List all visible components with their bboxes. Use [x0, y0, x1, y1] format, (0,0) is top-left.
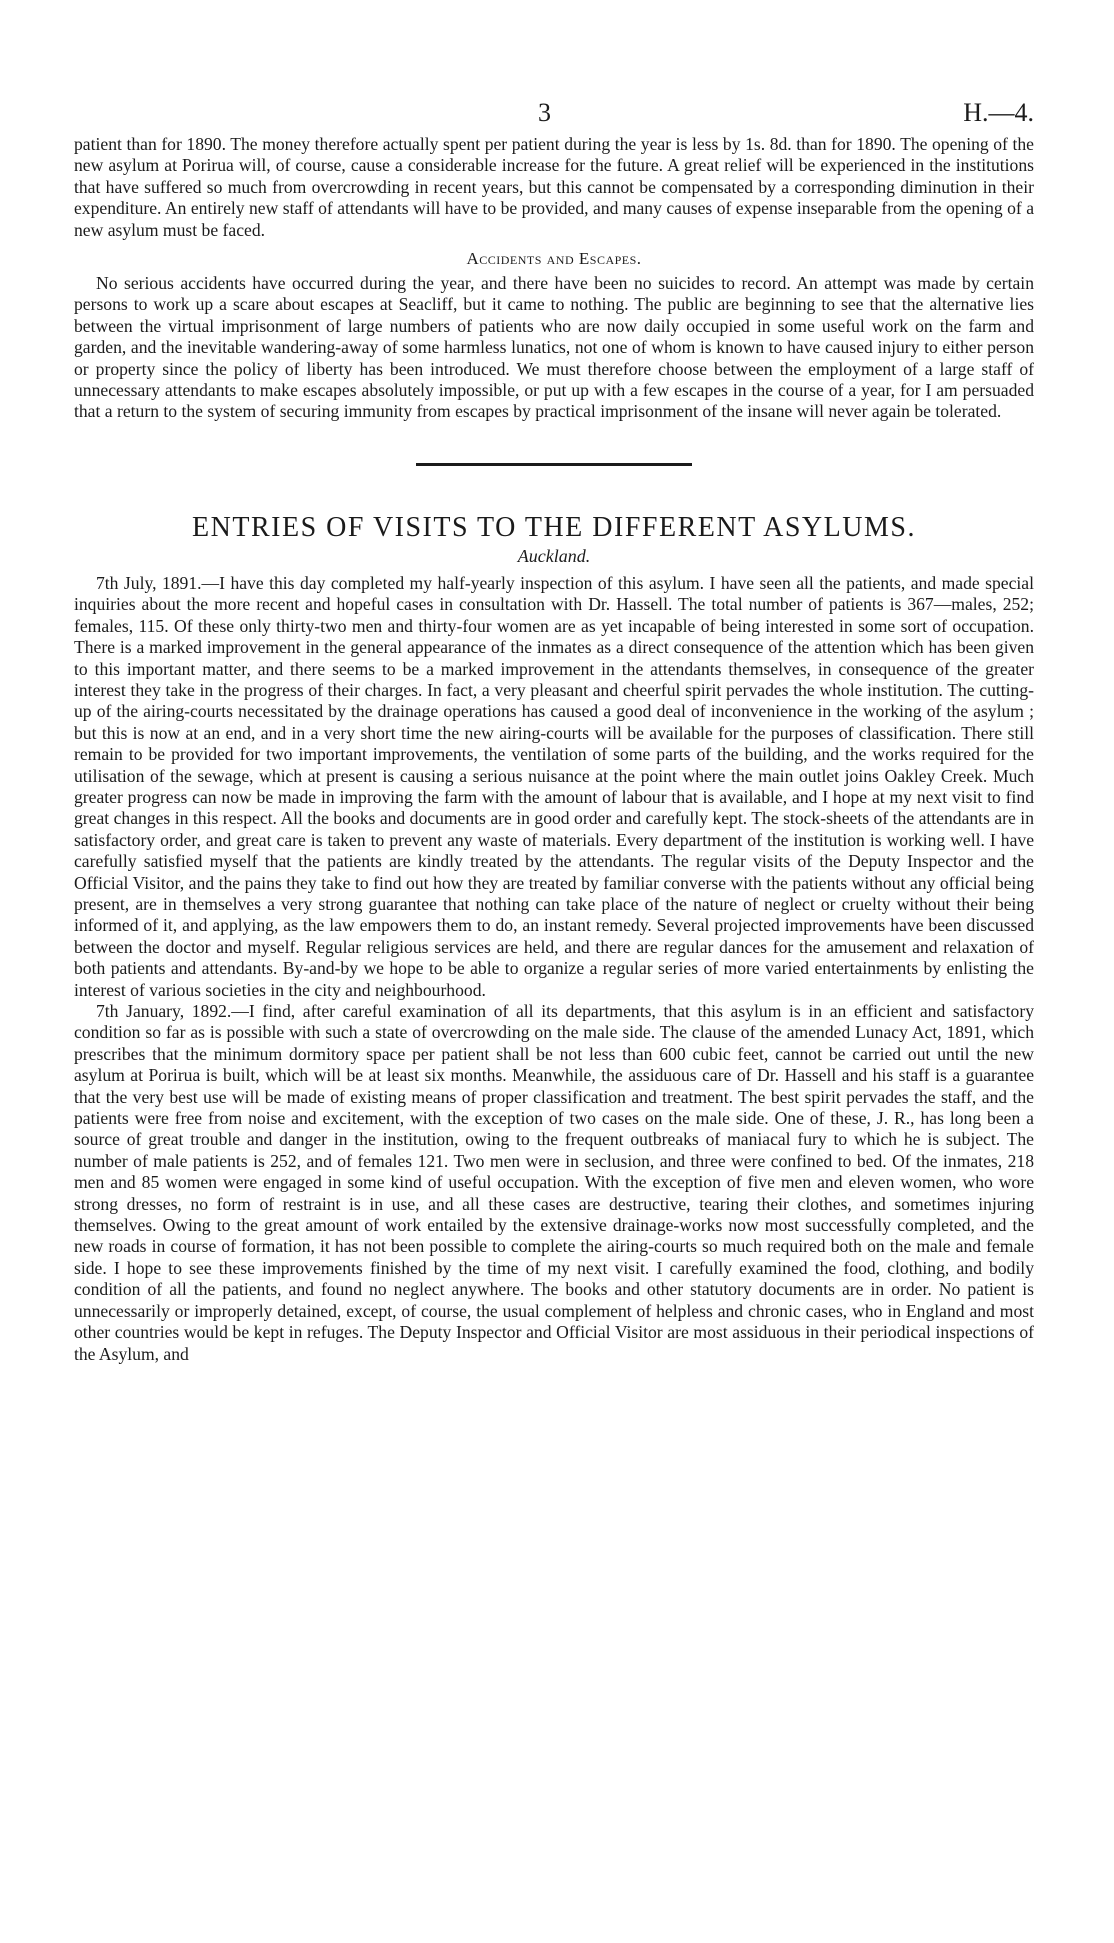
section-divider — [416, 463, 692, 466]
accidents-section — [74, 249, 1034, 423]
document-page — [74, 98, 1034, 1365]
entries-section — [74, 512, 1034, 1365]
intro-section — [74, 134, 1034, 241]
document-reference: H.—4. — [963, 98, 1034, 127]
section-heading-accidents: Accidents and Escapes. — [466, 249, 642, 269]
entry-paragraph: 7th July, 1891.—I have this day completed my half-yearly inspection of this asylum. I have seen all the patients, and made special inquiries about the more recent and hopeful cases in consultation with Dr. Hassell. The total number of patients is 367—males, 252; females, 115. Of these only thirty-two men and thirty-four women are as yet incapable of being interested in some sort of occupation. There is a marked improvement in the general appearance of the inmates as a direct consequence of the attention which has been given to this important matter, and there seems to be a marked improvement in the attendants themselves, in consequence of the greater interest they take in the progress of their charges. In fact, a very pleasant and cheerful spirit pervades the whole institution. The cutting-up of the airing-courts necessitated by the drainage operations has caused a good deal of inconvenience in the working of the asylum ; but this is now at an end, and in a very short time the new airing-courts will be available for the purposes of classification. There still remain to be provided for two important improvements, the ventilation of some parts of the building, and the works required for the utilisation of the sewage, which at present is causing a serious nuisance at the point where the main outlet joins Oakley Creek. Much greater progress can now be made in improving the farm with the amount of labour that is available, and I hope at my next visit to find great changes in this respect. All the books and documents are in good order and carefully kept. The stock-sheets of the attendants are in satisfactory order, and great care is taken to prevent any waste of materials. Every department of the institution is working well. I have carefully satisfied myself that the patients are kindly treated by the attendants. The regular visits of the Deputy Inspector and the Official Visitor, and the pains they take to find out how they are treated by familiar converse with the patients without any official being present, are in themselves a very strong guarantee that nothing can take place of the nature of neglect or cruelty without their being informed of it, and applying, as the law empowers them to do, an instant remedy. Several projected improvements have been discussed between the doctor and myself. Regular religious services are held, and there are regular dances for the amusement and relaxation of both patients and attendants. By-and-by we hope to be able to organize a regular series of more varied entertainments by enlisting the interest of various societies in the city and neighbourhood. — [74, 572, 1034, 1000]
entry-paragraph: 7th January, 1892.—I find, after careful examination of all its departments, that this asylum is in an efficient and satisfactory condition so far as is possible with such a state of overcrowding on the male side. The clause of the amended Lunacy Act, 1891, which prescribes that the minimum dormitory space per patient shall be not less than 600 cubic feet, cannot be carried out until the new asylum at Porirua is built, which will be at least six months. Meanwhile, the assiduous care of Dr. Hassell and his staff is a guarantee that the very best use will be made of existing means of proper classification and treatment. The best spirit pervades the staff, and the patients were free from noise and excitement, with the exception of two cases on the male side. One of these, J. R., has long been a source of great trouble and danger in the institution, owing to the frequent outbreaks of maniacal fury to which he is subject. The number of male patients is 252, and of females 121. Two men were in seclusion, and three were confined to bed. Of the inmates, 218 men and 85 women were engaged in some kind of useful occupation. With the exception of five men and eleven women, who wore strong dresses, no form of restraint is in use, and all these cases are destructive, tearing their clothes, and sometimes injuring themselves. Owing to the great amount of work entailed by the extensive drainage-works now most successfully completed, and the new roads in course of formation, it has not been possible to complete the airing-courts so much required both on the male and female side. I hope to see these improvements finished by the time of my next visit. I carefully examined the food, clothing, and bodily condition of all the patients, and found no neglect anywhere. The books and other statutory documents are in order. No patient is unnecessarily or improperly detained, except, of course, the usual complement of helpless and chronic cases, who in England and most other countries would be kept in refuges. The Deputy Inspector and Official Visitor are most assiduous in their periodical inspections of the Asylum, and — [74, 1001, 1034, 1364]
page-header — [74, 98, 1034, 134]
entries-title: ENTRIES OF VISITS TO THE DIFFERENT ASYLUMS. — [192, 511, 916, 543]
page-number: 3 — [538, 98, 551, 127]
accidents-paragraph: No serious accidents have occurred during the year, and there have been no suicides to record. An attempt was made by certain persons to work up a scare about escapes at Seacliff, but it came to nothing. The public are beginning to see that the alternative lies between the virtual imprisonment of large numbers of patients who are now daily occupied in some useful work on the farm and garden, and the inevitable wandering-away of some harmless lunatics, not one of whom is known to have caused injury to either person or property since the policy of liberty has been introduced. We must therefore choose between the employment of a large staff of unnecessary attendants to make escapes absolutely impossible, or put up with a few escapes in the course of a year, for I am persuaded that a return to the system of securing immunity from escapes by practical imprisonment of the insane will never again be tolerated. — [74, 273, 1034, 422]
entries-subtitle: Auckland. — [517, 545, 591, 566]
intro-paragraph: patient than for 1890. The money therefore actually spent per patient during the year is less by 1s. 8d. than for 1890. The opening of the new asylum at Porirua will, of course, cause a considerable increase for the future. A great relief will be experienced in the institutions that have suffered so much from overcrowding in recent years, but this cannot be compensated by a corresponding diminution in their expenditure. An entirely new staff of attendants will have to be provided, and many causes of expense inseparable from the opening of a new asylum must be faced. — [74, 134, 1034, 240]
